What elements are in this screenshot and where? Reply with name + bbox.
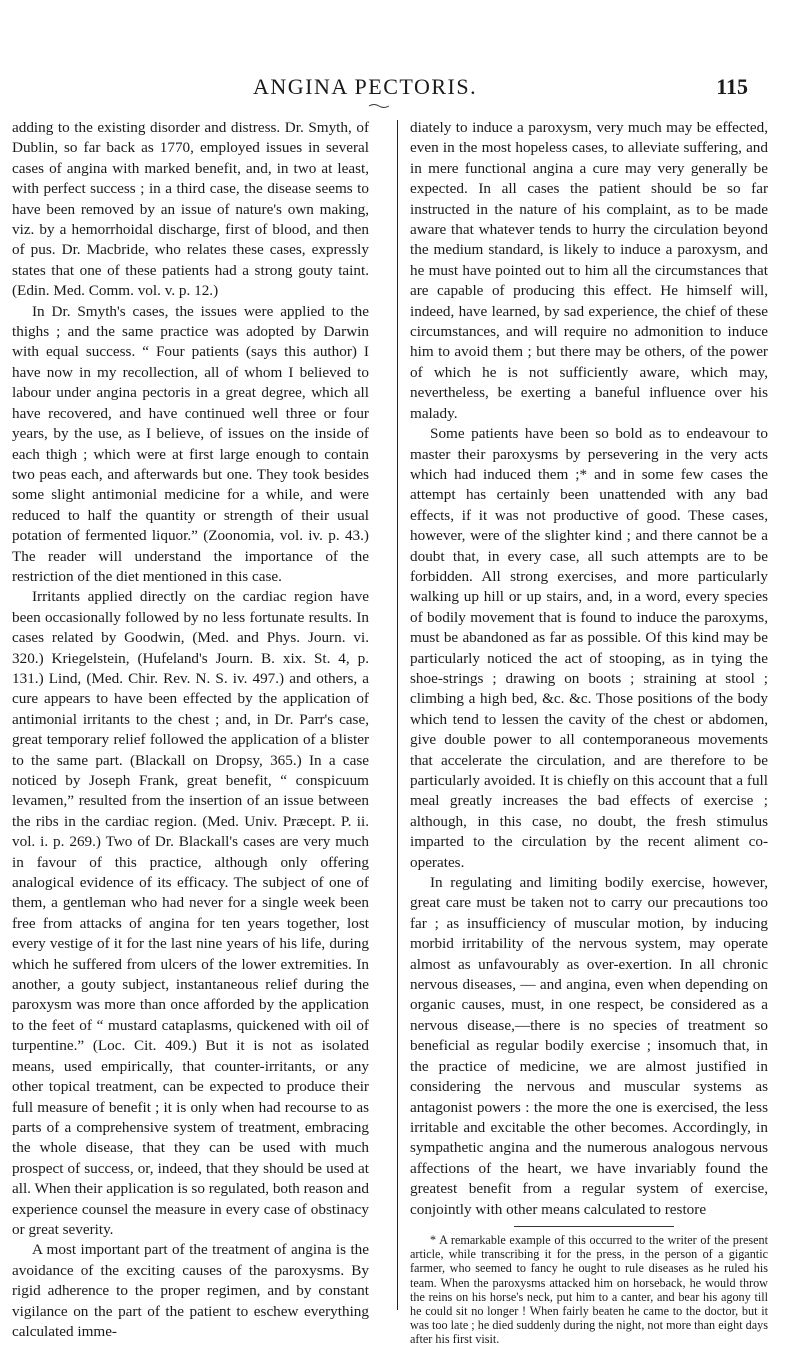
footnote-rule — [514, 1226, 674, 1227]
left-column — [12, 118, 369, 1342]
paragraph: In Dr. Smyth's cases, the issues were applied to the thighs ; and the same practice was adopted by Darwin with equal success. “ Four patients (says this author) I have now in my recollection, all of whom I believed to labour under angina pectoris in a great degree, which all have recovered, and have continued well three or four years, by the use, as I believe, of issues on the inside of each thigh ; which were at first large enough to contain two peas each, and afterwards but one. They took besides some slight antimonial medicine for a while, and were reduced to half the quantity or strength of their usual potation of fermented liquor.” (Zoonomia, vol. iv. p. 43.) The reader will understand the importance of the restriction of the diet mentioned in this case. — [12, 302, 369, 585]
paragraph: diately to induce a paroxysm, very much may be effected, even in the most hopeless cases, to alleviate suffering, and in mere functional angina a cure may very generally be expected. In all cases the patient should be so far instructed in the nature of his complaint, as to be made aware that whatever tends to hurry the circulation beyond the medium standard, is likely to induce a paroxysm, and he must have pointed out to him all the circumstances that are capable of producing this effect. He himself will, indeed, have learned, by sad experience, the chief of these circumstances, and will require no admonition to induce him to avoid them ; but there may be others, of the power of which he is not sufficiently aware, which may, nevertheless, be exerting a baneful influence over his malady. — [410, 119, 768, 422]
running-header — [0, 74, 800, 114]
header-ornament-icon — [368, 102, 390, 110]
paragraph: Some patients have been so bold as to endeavour to master their paroxysms by persevering in the very acts which had induced them ;* and in some few cases the attempt has certainly been unattended with any bad effects, if it was not productive of good. These cases, however, were of the slighter kind ; and there cannot be a doubt that, in every case, all such attempts are to be forbidden. All strong exercises, and more particularly walking up hill or up stairs, and, in a word, every species of bodily movement that is found to induce the paroxyms, must be abandoned as far as possible. Of this kind may be particularly noticed the act of stooping, as in tying the shoe-strings ; drawing on boots ; straining at stool ; climbing a high bed, &c. &c. Those positions of the body which tend to lessen the cavity of the chest or abdomen, give double power to all contemporaneous movements that accelerate the circulation, and are therefore to be particularly avoided. It is chiefly on this account that a full meal greatly increases the bad effects of exercise ; although, in this case, no doubt, the fresh stimulus imparted to the circulation by the recent aliment co-operates. — [410, 425, 768, 871]
column-divider — [397, 120, 398, 1310]
paragraph: Irritants applied directly on the cardiac region have been occasionally followed by no less fortunate results. In cases related by Goodwin, (Med. and Phys. Journ. vi. 320.) Kriegelstein, (Hufeland's Journ. B. xix. St. 4, p. 131.) Lind, (Med. Chir. Rev. N. S. iv. 497.) and others, a cure appears to have been effected by the application of antimonial irritants to the chest ; and, in Dr. Parr's case, great temporary relief followed the application of a blister to the same part. (Blackall on Dropsy, 365.) In a case noticed by Joseph Frank, great benefit, “ conspicuum levamen,” resulted from the insertion of an issue between the ribs in the cardiac region. (Med. Univ. Præcept. P. ii. vol. i. p. 269.) Two of Dr. Blackall's cases are very much in favour of this practice, although only offering analogical evidence of its efficacy. The subject of one of them, a gentleman who had never for a single week been free from attacks of angina for ten years together, lost every vestige of it for the last nine years of his life, during which he suffered from ulcers of the lower extremities. In another, a gouty subject, instantaneous relief during the paroxysm was more than once afforded by the application to the feet of “ mustard cataplasms, quickened with oil of turpentine.” (Loc. Cit. 409.) But it is not as isolated means, used empirically, that counter-irritants, or any other topical treatment, can be expected to produce their full measure of benefit ; it is only when had recourse to as parts of a comprehensive system of treatment, embracing the whole disease, that they can be used with much prospect of success, or, indeed, that they should be used at all. When their application is so regulated, both reason and experience counsel the measure in every case of obstinacy or great severity. — [12, 588, 369, 1238]
page-number: 115 — [716, 74, 748, 99]
running-title: ANGINA PECTORIS. — [253, 74, 478, 99]
right-column — [410, 118, 768, 1347]
footnote: * A remarkable example of this occurred to the writer of the present article, while transcribing it for the press, in the person of a gigantic farmer, who seemed to fancy he ought to rule diseases as he ruled his team. When the paroxysms attacked him on horseback, he would throw the reins on his horse's neck, put him to a canter, and bear his agony till he could sit no longer ! When fairly beaten he came to the doctor, but it was too late ; he died suddenly during the night, not more than eight days after his first visit. — [410, 1232, 768, 1347]
paragraph: In regulating and limiting bodily exercise, however, great care must be taken not to carry our precautions too far ; as insufficiency of muscular motion, by inducing morbid irritability of the nervous system, may operate almost as unfavourably as over-exertion. In all chronic nervous diseases, — and angina, even when depending on organic causes, must, in one respect, be considered as a nervous disease,—there is no species of treatment so beneficial as regular bodily exercise ; insomuch that, in the practice of medicine, we are almost justified in considering the nervous and muscular systems as antagonist powers : the more the one is exercised, the less irritable and excitable the other becomes. Accordingly, in sympathetic angina and the numerous analogous nervous affections of the heart, we have invariably found the greatest benefit from a regular system of exercise, conjointly with other means calculated to restore — [410, 874, 768, 1218]
paragraph: A most important part of the treatment of angina is the avoidance of the exciting causes of the paroxysms. By rigid adherence to the proper regimen, and by constant vigilance on the part of the patient to eschew everything calculated imme- — [12, 1241, 369, 1340]
paragraph: adding to the existing disorder and distress. Dr. Smyth, of Dublin, so far back as 1770, employed issues in several cases of angina with marked benefit, and, in two at least, with perfect success ; in a third case, the disease seems to have been removed by an issue of nature's own making, viz. by a hemorrhoidal discharge, first of blood, and then of pus. Dr. Macbride, who relates these cases, expressly states that one of these patients had a strong gouty taint. (Edin. Med. Comm. vol. v. p. 12.) — [12, 119, 369, 300]
